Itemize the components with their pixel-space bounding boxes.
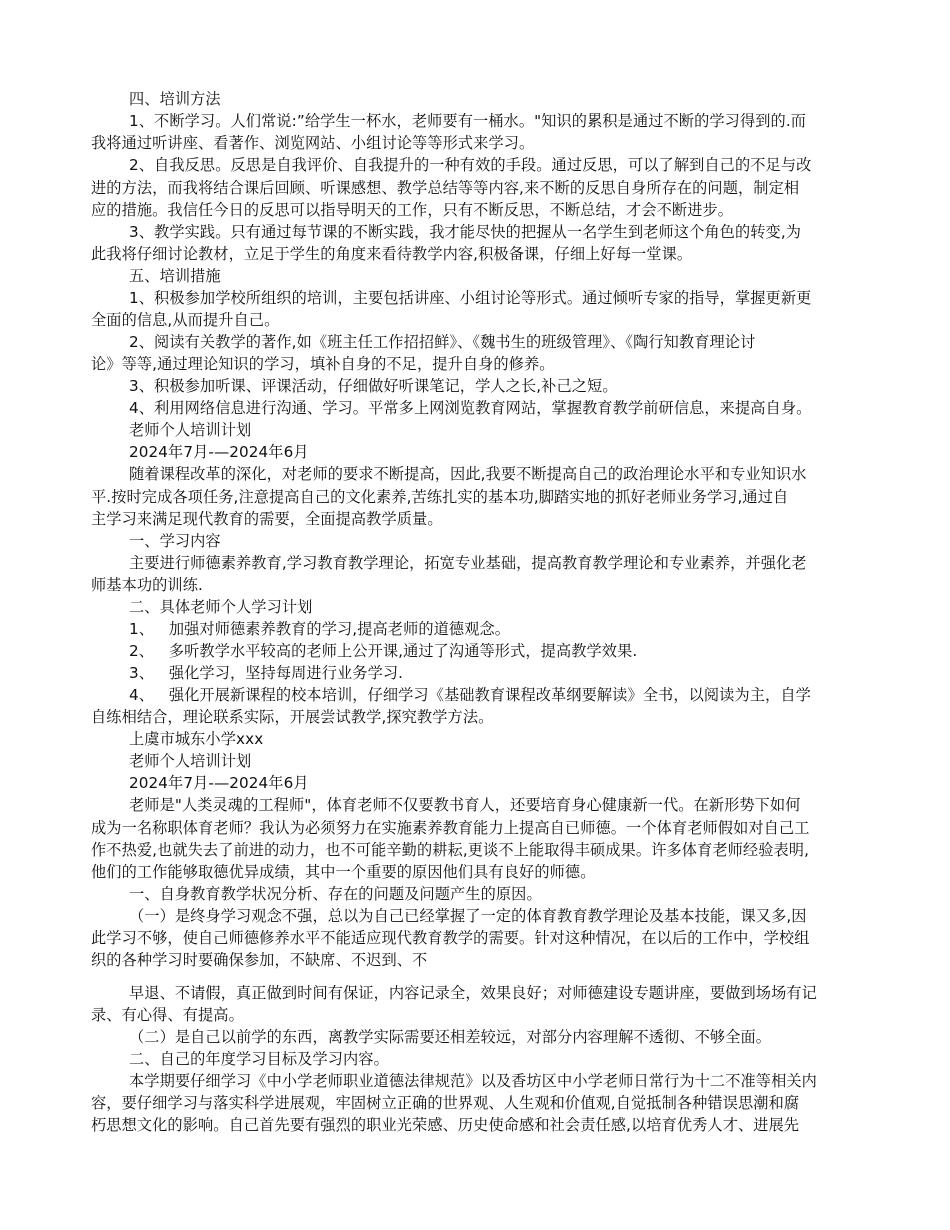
paragraph-line: （一）是终身学习观念不强，总以为自己已经掌握了一定的体育教育教学理论及基本技能，课又多,因 — [129, 907, 807, 925]
date-range: 2024年7月-—2024年6月 — [129, 443, 309, 461]
list-item: 2、 多听教学水平较高的老师上公开课,通过了沟通等形式，提高教学效果. — [129, 642, 638, 660]
paragraph-line: 2、自我反思。反思是自我评价、自我提升的一种有效的手段。通过反思，可以了解到自己的不足与改 — [129, 156, 812, 174]
paragraph-line: （二）是自己以前学的东西，离教学实际需要还相差较远，对部分内容理解不透彻、不够全面。 — [129, 1028, 772, 1046]
list-item: 3、 强化学习，坚持每周进行业务学习. — [129, 664, 404, 682]
paragraph-line: 自练相结合，理论联系实际，开展尝试教学,探究教学方法。 — [91, 708, 494, 726]
paragraph-line: 此我将仔细讨论教材，立足于学生的角度来看待教学内容,积极备课，仔细上好每一堂课。 — [91, 245, 693, 263]
paragraph-line: 2、阅读有关教学的著作,如《班主任工作招招鲜》、《魏书生的班级管理》、《陶行知教育理论讨 — [129, 333, 756, 351]
paragraph-line: 3、教学实践。只有通过每节课的不断实践，我才能尽快的把握从一名学生到老师这个角色的转变,为 — [129, 223, 802, 241]
paragraph-line: 织的各种学习时要确保参加，不缺席、不迟到、不 — [91, 951, 428, 969]
paragraph-line: 应的措施。我信任今日的反思可以指导明天的工作，只有不断反思，不断总结，才会不断进步。 — [91, 201, 734, 219]
paragraph-line: 容，要仔细学习与落实科学进展观，牢固树立正确的世界观、人生观和价值观,自觉抵制各种错误思潮和腐 — [91, 1094, 800, 1112]
paragraph-line: 主要进行师德素养教育,学习教育教学理论，拓宽专业基础，提高教育教学理论和专业素养，并强化老 — [129, 554, 807, 572]
paragraph-line: 作不热爱,也就失去了前进的动力，也不可能辛勤的耕耘,更谈不上能取得丰硕成果。许多体育老师经验表明, — [91, 841, 810, 859]
paragraph-line: 随着课程改革的深化，对老师的要求不断提高，因此,我要不断提高自己的政治理论水平和专业知识水 — [129, 465, 807, 483]
heading-study-content: 一、学习内容 — [129, 532, 221, 550]
paragraph-line: 论》等等,通过理论知识的学习，填补自身的不足，提升自身的修养。 — [91, 355, 555, 373]
paragraph-line: 平.按时完成各项任务,注意提高自己的文化素养,苦练扎实的基本功,脚踏实地的抓好老师业务学习,通过自 — [91, 488, 789, 506]
paragraph-line: 朽思想文化的影响。自己首先要有强烈的职业光荣感、历史使命感和社会责任感,以培育优秀人才、进展先 — [91, 1116, 800, 1134]
heading-annual-goals: 二、自己的年度学习目标及学习内容。 — [129, 1050, 389, 1068]
signature-school: 上虞市城东小学xxx — [129, 730, 264, 748]
paragraph-line: 4、利用网络信息进行沟通、学习。平常多上网浏览教育网站，掌握教育教学前研信息，来提高自身。 — [129, 399, 812, 417]
heading-training-methods: 四、培训方法 — [129, 90, 221, 108]
date-range: 2024年7月-—2024年6月 — [129, 774, 309, 792]
paragraph-line: 成为一名称职体育老师？我认为必须努力在实施素养教育能力上提高自已师德。一个体育老师假如对自己工 — [91, 819, 810, 837]
paragraph-line: 3、积极参加听课、评课活动，仔细做好听课笔记，学人之长,补己之短。 — [129, 377, 618, 395]
section-title: 老师个人培训计划 — [129, 752, 252, 770]
heading-training-measures: 五、培训措施 — [129, 267, 221, 285]
paragraph-line: 老师是"人类灵魂的工程师"，体育老师不仅要教书育人，还要培育身心健康新一代。在新形势下如何 — [129, 796, 801, 814]
section-title: 老师个人培训计划 — [129, 421, 252, 439]
paragraph-line: 师基本功的训练. — [91, 576, 203, 594]
heading-study-plan: 二、具体老师个人学习计划 — [129, 598, 313, 616]
paragraph-line: 他们的工作能够取德优异成绩，其中一个重要的原因他们具有良好的师德。 — [91, 863, 596, 881]
list-item: 1、 加强对师德素养教育的学习,提高老师的道德观念。 — [129, 620, 511, 638]
paragraph-line: 早退、不请假，真正做到时间有保证，内容记录全，效果良好；对师德建设专题讲座，要做到场场有记 — [129, 984, 817, 1002]
paragraph-line: 此学习不够，使自己师德修养水平不能适应现代教育教学的需要。针对这种情况，在以后的工作中，学校组 — [91, 929, 810, 947]
paragraph-line: 主学习来满足现代教育的需要，全面提高教学质量。 — [91, 510, 443, 528]
paragraph-line: 1、不断学习。人们常说:”给学生一杯水，老师要有一桶水。"知识的累积是通过不断的学习得到的.而 — [129, 112, 807, 130]
list-item: 4、 强化开展新课程的校本培训，仔细学习《基础教育课程改革纲要解读》全书，以阅读为主，自学 — [129, 686, 811, 704]
paragraph-line: 1、积极参加学校所组织的培训，主要包括讲座、小组讨论等形式。通过倾听专家的指导，掌握更新更 — [129, 289, 812, 307]
paragraph-line: 本学期要仔细学习《中小学老师职业道德法律规范》以及香坊区中小学老师日常行为十二不准等相关内 — [129, 1072, 817, 1090]
paragraph-line: 录、有心得、有提高。 — [91, 1006, 244, 1024]
paragraph-line: 全面的信息,从而提升自己。 — [91, 311, 280, 329]
paragraph-line: 我将通过听讲座、看著作、浏览网站、小组讨论等等形式来学习。 — [91, 134, 535, 152]
heading-self-analysis: 一、自身教育教学状况分析、存在的问题及问题产生的原因。 — [129, 885, 542, 903]
paragraph-line: 进的方法，而我将结合课后回顾、听课感想、教学总结等等内容,来不断的反思自身所存在的问题，制定相 — [91, 179, 800, 197]
